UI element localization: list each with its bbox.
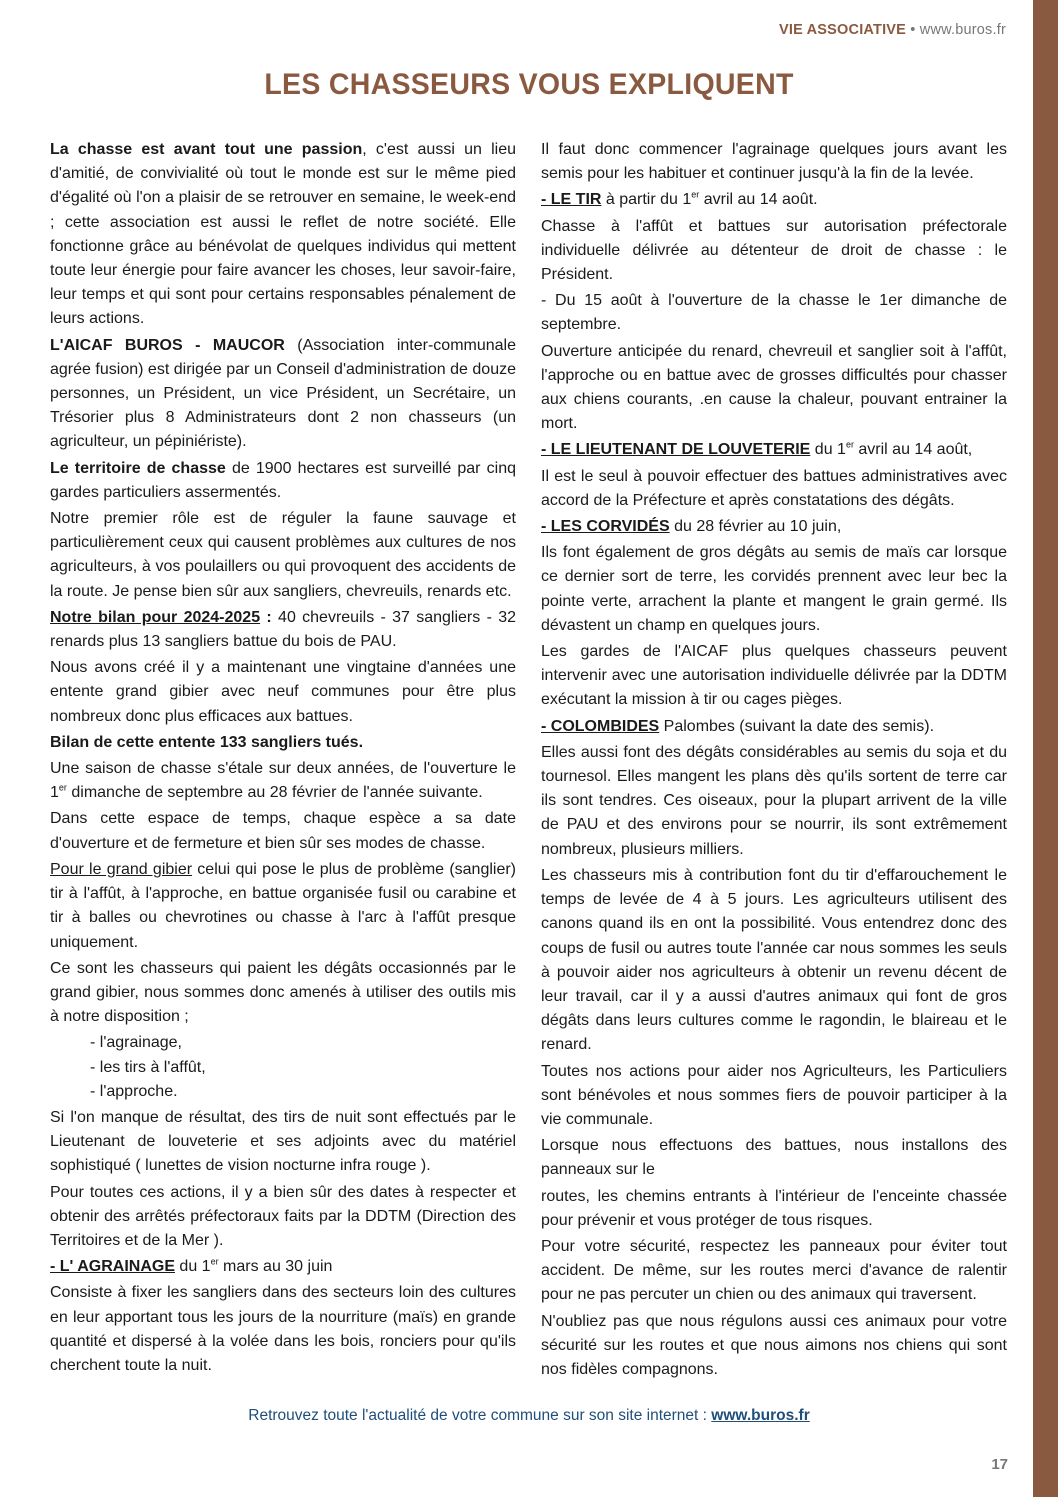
header-separator: • — [906, 22, 920, 38]
text: du 1 — [174, 1258, 211, 1276]
paragraph — [50, 858, 516, 955]
right-column — [541, 138, 1007, 1384]
paragraph — [541, 188, 1007, 212]
bold-lead: La chasse est avant tout une passion — [50, 141, 363, 158]
section-heading: - COLOMBIDES — [541, 717, 660, 735]
paragraph — [541, 715, 1007, 739]
section-label: VIE ASSOCIATIVE — [778, 22, 907, 38]
text: avril au 14 août. — [699, 191, 818, 209]
paragraph: Il est le seul à pouvoir effectuer des battues administratives avec accord de la Préfecture et après constatations des dégâts. — [541, 467, 1007, 509]
paragraph: Notre premier rôle est de réguler la faune sauvage et particulièrement ceux qui causent problèmes aux cultures de nos agriculteurs, à vos poulaillers ou qui provoquent des accidents de la route. Je pense bien sûr aux sangliers, chevreuils, renards etc. — [50, 510, 516, 600]
list-item: - les tirs à l'affût, — [90, 1058, 206, 1076]
paragraph: Lorsque nous effectuons des battues, nous installons des panneaux sur le — [541, 1137, 1007, 1179]
paragraph — [50, 1255, 516, 1279]
paragraph — [50, 757, 516, 805]
paragraph: Les gardes de l'AICAF plus quelques chasseurs peuvent intervenir avec une autorisation individuelle délivrée par la DDTM exécutant la mission à tir ou cages pièges. — [541, 643, 1007, 709]
paragraph: - Du 15 août à l'ouverture de la chasse le 1er dimanche de septembre. — [541, 292, 1007, 334]
paragraph — [50, 334, 516, 455]
section-heading: - LES CORVIDÉS — [541, 518, 670, 536]
paragraph: Elles aussi font des dégâts considérables au semis du soja et du tournesol. Elles mangent les plans dès qu'ils sortent de terre car ils sont tendres. Ces oiseaux, pour la plupart arrivent de la ville de PAU et des environs pour se nourrir, ils sont extrêmement nombreux, plusieurs milliers. — [541, 743, 1007, 858]
text: celui qui pose le plus de problème (sanglier) tir à l'affût, à l'approche, en battue organisée fusil ou carabine et tir à balles ou chevrotines ou chasse à l'arc à l'affût presque uniquement. — [50, 860, 517, 951]
bold-lead: L'AICAF BUROS - MAUCOR — [50, 336, 285, 354]
bold-underlined-lead: Notre bilan pour 2024-2025 — [50, 608, 261, 626]
superscript: er — [58, 782, 67, 793]
paragraph: Chasse à l'affût et battues sur autorisation préfectorale individuelle délivrée au détenteur de droit de chasse : le Président. — [541, 217, 1007, 284]
paragraph: Bilan de cette entente 133 sangliers tués. — [50, 733, 364, 751]
text: , c'est aussi un lieu d'amitié, de convivialité où tout le monde est sur le même pied d'égalité où l'on a plaisir de se retrouver en semaine, le week-end ; cette association est aussi le reflet de notre société. Elle fonctionne grâce au bénévolat de quelques individus qui mettent toute leur énergie pour faire avancer les choses, leur savoir-faire, leur temps et qui sont pour certains responsables pénalement de leurs actions. — [50, 141, 516, 328]
superscript: er — [691, 190, 700, 201]
text: avril au 14 août, — [853, 441, 973, 459]
paragraph: Toutes nos actions pour aider nos Agriculteurs, les Particuliers sont bénévoles et nous sommes fiers de pouvoir participer à la vie communale. — [541, 1062, 1007, 1128]
page-header — [779, 22, 1006, 38]
text: du 1 — [810, 441, 846, 459]
underlined-lead: Pour le grand gibier — [50, 860, 193, 878]
list-item: - l'agrainage, — [90, 1034, 182, 1052]
paragraph — [50, 138, 516, 332]
paragraph: N'oubliez pas que nous régulons aussi ces animaux pour votre sécurité sur les routes et que nous aimons nos chiens qui sont nos fidèles compagnons. — [541, 1312, 1007, 1378]
text: de 1900 hectares est surveillé par cinq gardes particuliers assermentés. — [50, 459, 516, 501]
paragraph: Nous avons créé il y a maintenant une vingtaine d'années une entente grand gibier avec neuf communes pour être plus nombreux donc plus efficaces aux battues. — [50, 659, 516, 725]
section-heading: - LE LIEUTENANT DE LOUVETERIE — [541, 441, 811, 459]
paragraph: Dans cette espace de temps, chaque espèce a sa date d'ouverture et de fermeture et bien sûr ses modes de chasse. — [50, 810, 516, 852]
paragraph: routes, les chemins entrants à l'intérieur de l'enceinte chassée pour prévenir et vous protéger de tous risques. — [541, 1187, 1007, 1229]
paragraph — [50, 606, 516, 654]
side-color-bar — [1033, 0, 1058, 1497]
page-title: LES CHASSEURS VOUS EXPLIQUENT — [264, 68, 794, 101]
list-item: - l'approche. — [90, 1082, 178, 1100]
header-site: www.buros.fr — [919, 22, 1006, 38]
section-heading: - L' AGRAINAGE — [50, 1258, 175, 1276]
paragraph: Ouverture anticipée du renard, chevreuil et sanglier soit à l'affût, l'approche ou en battue avec de grosses difficultés pour chasser aux chiens courants, .en cause la chaleur, pouvant entrainer la mort. — [541, 342, 1007, 433]
paragraph: Ils font également de gros dégâts au semis de maïs car lorsque ce dernier sort de terre, les corvidés prennent avec leur bec la pointe verte, arrachent la plante et mangent le grain germé. Ils dévastent un champ en quelques jours. — [541, 544, 1007, 634]
text: Palombes (suivant la date des semis). — [659, 717, 935, 735]
paragraph — [541, 515, 1007, 539]
text: du 28 février au 10 juin, — [669, 518, 842, 536]
paragraph: Si l'on manque de résultat, des tirs de nuit sont effectués par le Lieutenant de louveterie et ses adjoints avec du matériel sophistiqué ( lunettes de vision nocturne infra rouge ). — [50, 1108, 516, 1175]
paragraph: Ce sont les chasseurs qui paient les dégâts occasionnés par le grand gibier, nous sommes donc amenés à utiliser des outils mis à notre disposition ; — [50, 959, 516, 1026]
paragraph: Pour votre sécurité, respectez les panneaux pour éviter tout accident. De même, sur les routes merci d'avance de ralentir pour ne pas percuter un chien ou des animaux qui traversent. — [541, 1237, 1007, 1304]
page-number: 17 — [991, 1456, 1008, 1473]
paragraph — [50, 457, 516, 505]
page-footer — [0, 1407, 1058, 1425]
superscript: er — [845, 440, 854, 451]
paragraph: Il faut donc commencer l'agrainage quelques jours avant les semis pour les habituer et continuer jusqu'à la fin de la levée. — [541, 141, 1007, 183]
left-column — [50, 138, 516, 1380]
text: Une saison de chasse s'étale sur deux années, de l'ouverture le 1 — [50, 760, 516, 802]
text: (Association inter-communale agrée fusion) est dirigée par un Conseil d'administration de douze personnes, un Président, un vice Président, un Secrétaire, un Trésorier plus 8 Administrateurs dont 2 non chasseurs (un agriculteur, un pépiniériste). — [50, 336, 516, 451]
text: dimanche de septembre au 28 février de l'année suivante. — [66, 784, 483, 802]
section-heading: - LE TIR — [541, 191, 602, 209]
paragraph: Les chasseurs mis à contribution font du tir d'effarouchement le temps de levée de 4 à 5 jours. Les agriculteurs utilisent des canons quand ils en ont la possibilité. Vous entendrez donc des coups de fusil ou autres toute l'année car nous sommes les seuls à pouvoir aider nos agriculteurs à obtenir un revenu décent de leur travail, car il y a aussi d'autres animaux qui font de gros dégâts dans leurs cultures comme le ragondin, le blaireau et le renard. — [541, 866, 1007, 1054]
text: 40 chevreuils - 37 sangliers - 32 renards plus 13 sangliers battue du bois de PAU. — [50, 608, 517, 651]
footer-text: Retrouvez toute l'actualité de votre commune sur son site internet : — [248, 1407, 712, 1424]
paragraph: Consiste à fixer les sangliers dans des secteurs loin des cultures en leur apportant tous les jours de la nourriture (maïs) en grande quantité et dispersé à la volée dans les bois, ronciers pour qu'ils cherchent toute la nuit. — [50, 1284, 516, 1374]
superscript: er — [210, 1256, 219, 1267]
text: à partir du 1 — [601, 191, 692, 209]
paragraph: Pour toutes ces actions, il y a bien sûr des dates à respecter et obtenir des arrêtés préfectoraux faits par la DDTM (Direction des Territoires et de la Mer ). — [50, 1183, 516, 1249]
paragraph — [541, 438, 1007, 462]
footer-link[interactable]: www.buros.fr — [711, 1407, 810, 1424]
text: mars au 30 juin — [218, 1258, 333, 1276]
bold-lead: Le territoire de chasse — [50, 459, 226, 477]
colon: : — [260, 608, 272, 626]
